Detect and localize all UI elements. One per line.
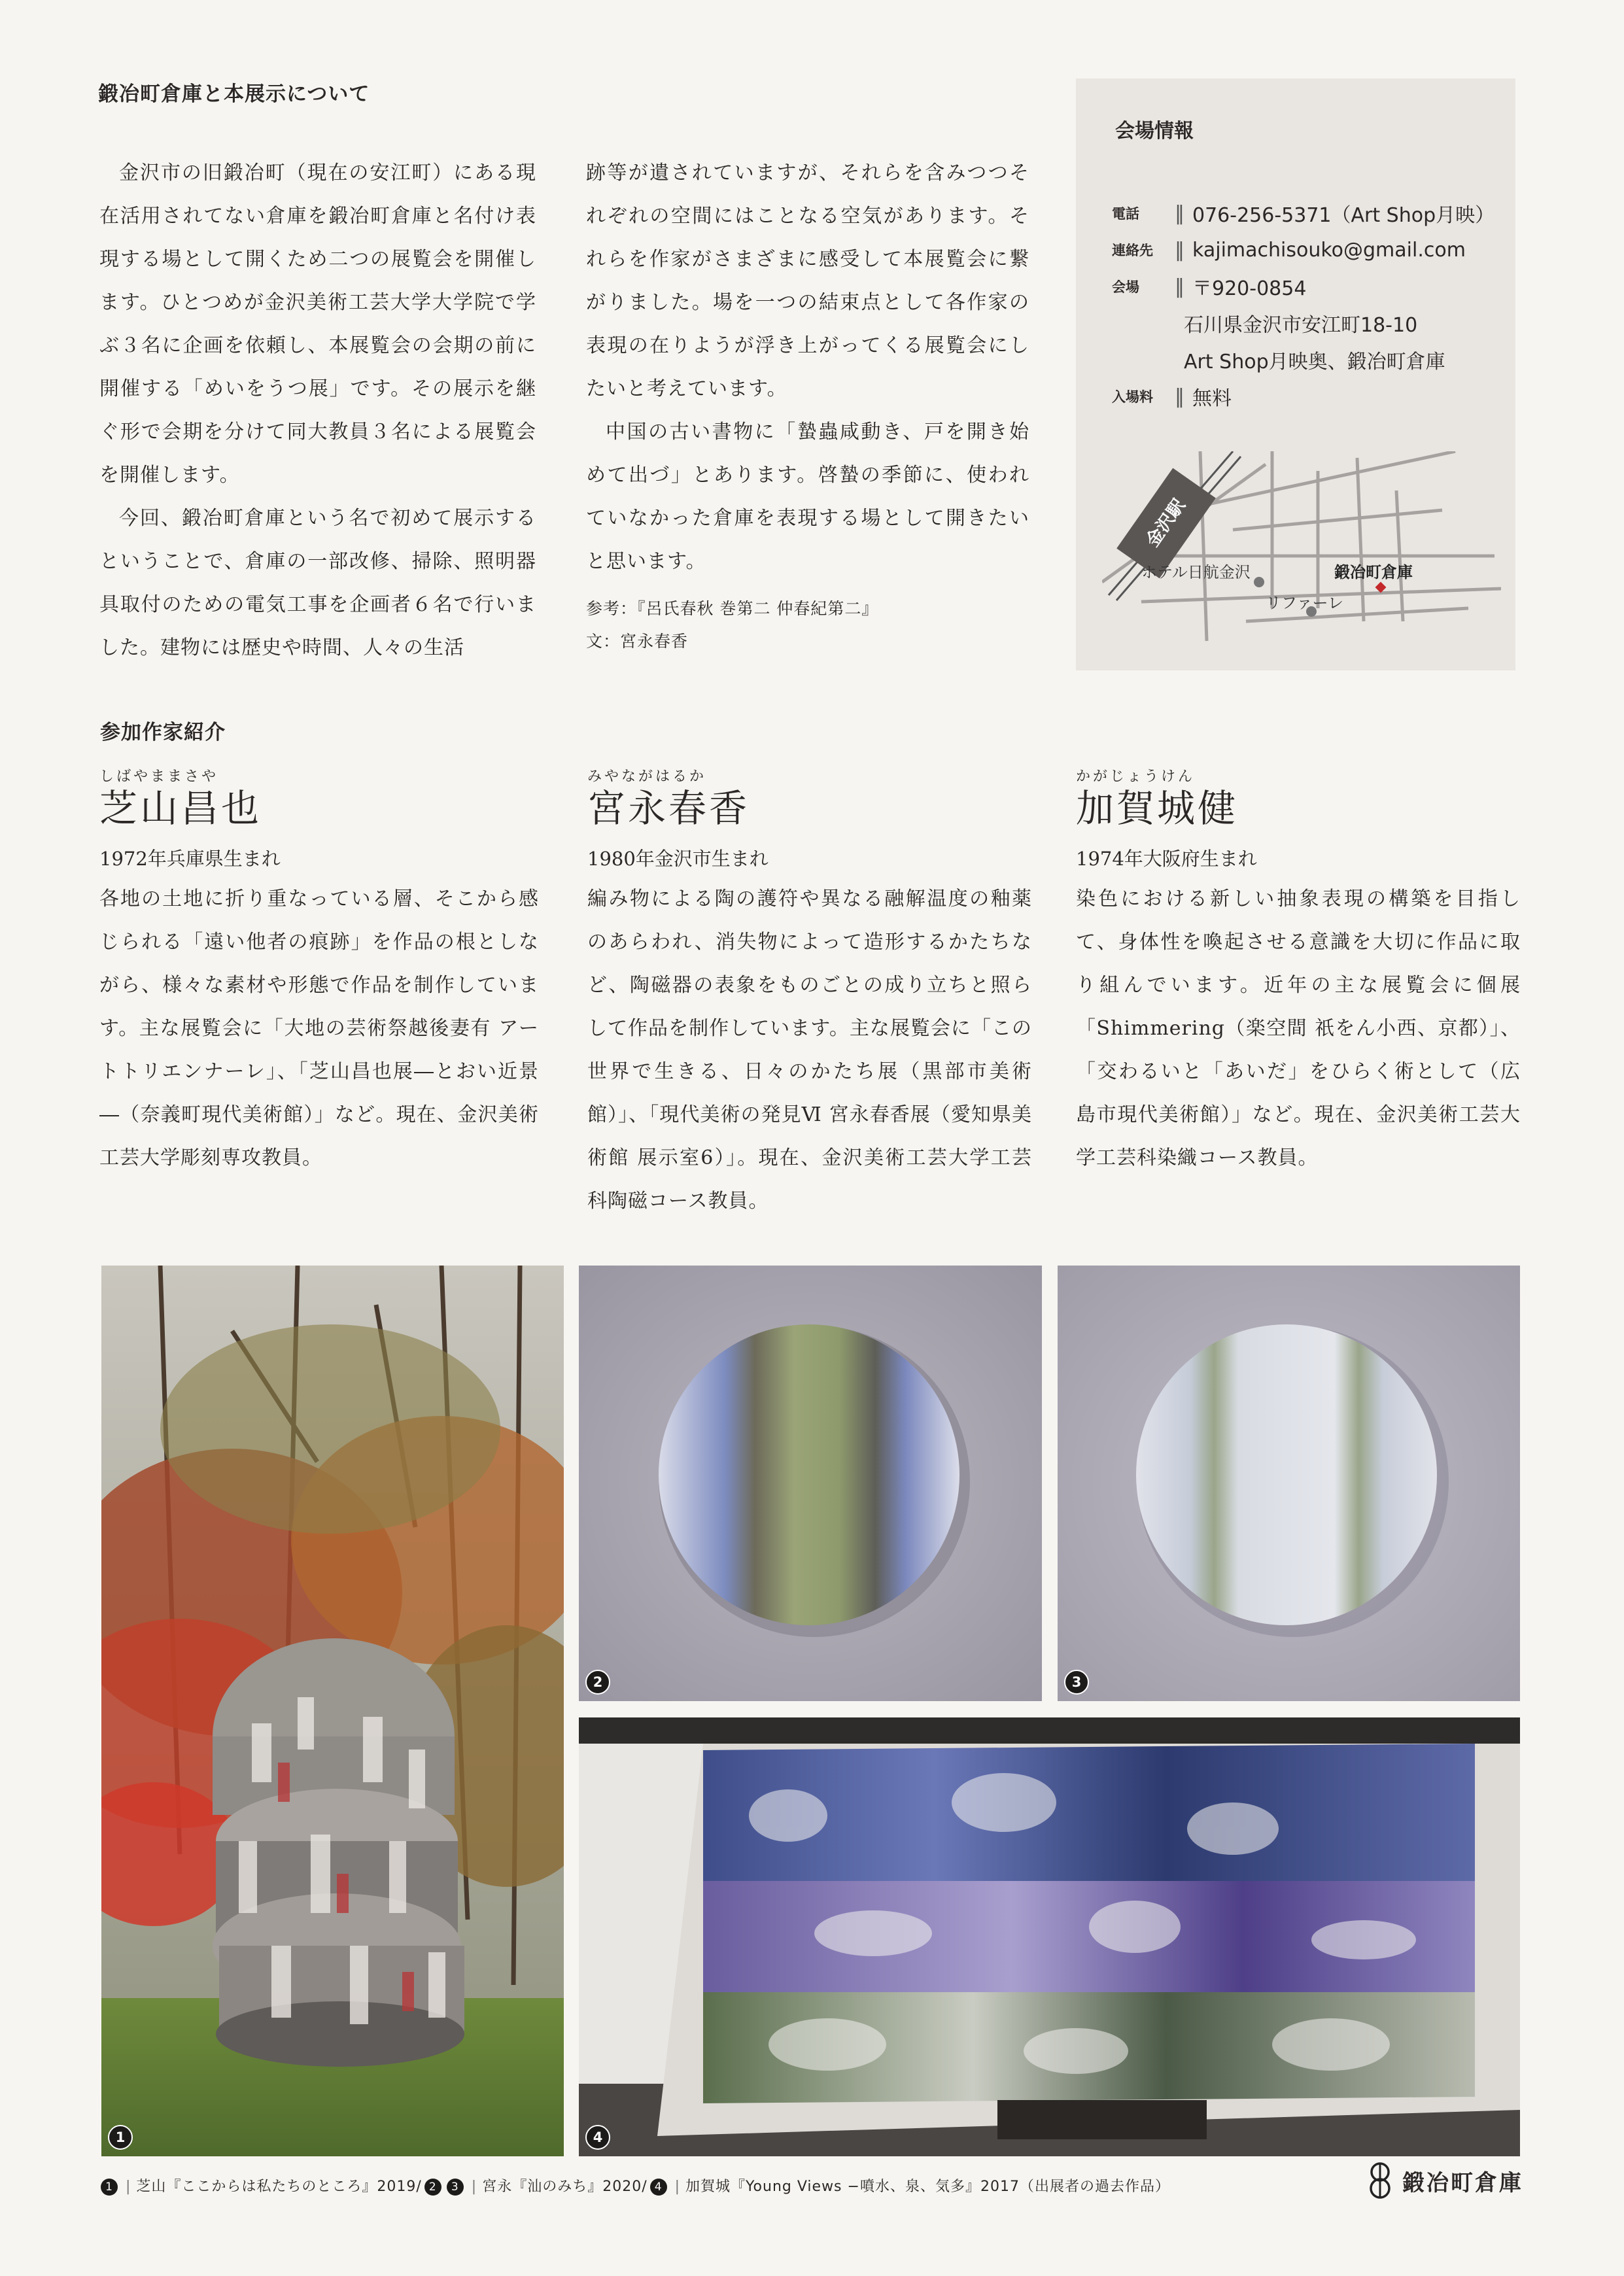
caption-number-badge: 3 [447,2179,464,2196]
logo-mark-icon [1367,2162,1393,2199]
artist-name: 宮永春香 [587,786,750,831]
photo-sculpture[interactable] [101,1266,564,2156]
artist-birth: 1974年大阪府生まれ [1076,848,1257,870]
about-paragraph: 跡等が遺されていますが、それらを含みつつそれぞれの空間にはことなる空気があります。それらを作家がさまざまに感受して本展覧会に繋がりました。場を一つの結束点として各作家の表現の在りようが浮き上がってくる展覧会にしたいと考えています。 [586,162,1029,400]
caption-kagajo: 加賀城『Young Views −噴水、泉、気多』2017（出展者の過去作品） [685,2179,1170,2195]
artist-name: 芝山昌也 [99,786,262,831]
map-graphic [1102,451,1501,657]
photo-number-badge: 3 [1064,1670,1089,1695]
hotel-label: ホテル日航金沢 [1141,563,1251,581]
artist-bio: 各地の土地に折り重なっている層、そこから感じられる「遠い他者の痕跡」を作品の根としながら、様々な素材や形態で作品を制作しています。主な展覧会に「大地の芸術祭越後妻有 アートトリエンナーレ」、「芝山昌也展―とおい近景―（奈義町現代美術館）」など。現在、金沢美術工芸大学彫刻専攻教員。 [99,888,539,1169]
about-column-2 [586,152,1029,658]
caption-number-badge: 4 [650,2179,667,2196]
artist-name: 加賀城健 [1076,786,1239,831]
postal-code: 〒920-0854 [1192,277,1307,300]
fee-label: 入場料 [1112,389,1153,405]
about-paragraph: 中国の古い書物に「蟄蟲咸動き、戸を開き始めて出づ」とあります。啓蟄の季節に、使われていなかった倉庫を表現する場として開きたいと思います。 [586,421,1029,573]
photo-caption: 1 | 芝山『ここからは私たちのところ』2019/ 2 3 | 宮永『汕のみち』2020/ 4 | 加賀城『Young Views −噴水、泉、気多』2017（出展者の過去作品） [98,2175,1170,2196]
venue-place-row: 会場 ‖ 〒920-0854 [1112,268,1504,305]
venue-address-line2: Art Shop月映奥、鍛冶町倉庫 [1184,351,1445,373]
caption-number-badge: 1 [101,2179,118,2196]
artist-miyanaga [587,765,1032,1223]
photo-number-badge: 1 [108,2125,133,2150]
photo-textile-installation[interactable] [579,1717,1520,2156]
venue-phone-row: 電話 ‖ 076-256-5371（Art Shop月映） [1112,195,1504,232]
contact-email[interactable]: kajimachisouko@gmail.com [1192,238,1466,262]
about-paragraph: 今回、鍛冶町倉庫という名で初めて展示するということで、倉庫の一部改修、掃除、照明器具取付のための電気工事を企画者６名で行いました。建物には歴史や時間、人々の生活 [99,507,536,659]
about-reference: 参考：『呂氏春秋 巻第二 仲春紀第二』 [586,599,879,618]
about-author: 文：宮永春香 [586,632,689,651]
artist-ruby: みやながはるか [587,768,707,785]
station-label: 金沢駅 [1142,495,1190,551]
venue-contact-row: 連絡先 ‖ kajimachisouko@gmail.com [1112,238,1466,262]
venue-title: 会場情報 [1115,120,1194,143]
venue-map-label: 鍛冶町倉庫 [1334,563,1413,581]
about-title: 鍛冶町倉庫と本展示について [98,82,370,106]
photo-ceramic-disc-1-image [579,1266,1042,1701]
caption-number-badge: 2 [424,2179,441,2196]
photo-textile-installation-image [579,1717,1520,2156]
artist-bio: 染色における新しい抽象表現の構築を目指して、身体性を喚起させる意識を大切に作品に取り組んでいます。近年の主な展覧会に個展「Shimmering（楽空間 祇をん小西、京都）」、「交わるいと「あいだ」をひらく術として（広島市現代美術館）」など。現在、金沢美術工芸大学工芸科染織コース教員。 [1076,888,1521,1169]
phone-value[interactable]: 076-256-5371（Art Shop月映） [1192,204,1495,227]
artists-title: 参加作家紹介 [100,721,226,744]
artist-shibayama [99,765,539,1180]
artist-birth: 1980年金沢市生まれ [587,848,769,870]
photo-number-badge: 2 [585,1670,610,1695]
artist-birth: 1972年兵庫県生まれ [99,848,281,870]
venue-info-box [1076,78,1515,670]
artist-kagajo [1076,765,1521,1180]
venue-fee-row: 入場料 ‖ 無料 [1112,378,1504,415]
artist-ruby: しばやままさや [99,768,219,785]
venue-address-line1: 石川県金沢市安江町18-10 [1184,314,1418,337]
photo-ceramic-disc-1[interactable] [579,1266,1042,1701]
lifare-label: リファーレ [1266,594,1344,612]
venue-map[interactable] [1102,451,1501,657]
contact-label: 連絡先 [1112,243,1153,258]
about-paragraph: 金沢市の旧鍛冶町（現在の安江町）にある現在活用されてない倉庫を鍛冶町倉庫と名付け表現する場として開くため二つの展覧会を開催します。ひとつめが金沢美術工芸大学大学院で学ぶ３名に企画を依頼し、本展覧会の会期の前に開催する「めいをうつ展」です。その展示を継ぐ形で会期を分けて同大教員３名による展覧会を開催します。 [99,162,536,487]
phone-label: 電話 [1112,206,1139,222]
place-label: 会場 [1112,279,1139,295]
caption-shibayama: 芝山『ここからは私たちのところ』2019/ [136,2179,422,2195]
venue-details [1112,195,1504,415]
artist-bio: 編み物による陶の護符や異なる融解温度の釉薬のあらわれ、消失物によって造形するかたちなど、陶磁器の表象をものごとの成り立ちと照らして作品を制作しています。主な展覧会に「この世界で生きる、日々のかたち展（黒部市美術館）」、「現代美術の発見Ⅵ 宮永春香展（愛知県美術館 展示室6）」。現在、金沢美術工芸大学工芸科陶磁コース教員。 [587,888,1032,1213]
photo-sculpture-image [101,1266,564,2156]
photo-number-badge: 4 [585,2125,610,2150]
caption-miyanaga: 宮永『汕のみち』2020/ [482,2179,648,2195]
fee-value: 無料 [1192,387,1232,410]
logo-text: 鍛冶町倉庫 [1402,2169,1523,2196]
photo-ceramic-disc-2-image [1058,1266,1520,1701]
artist-ruby: かがじょうけん [1076,768,1196,785]
venue-marker-icon [1375,582,1387,593]
kajimachi-logo [1367,2162,1523,2199]
photo-ceramic-disc-2[interactable] [1058,1266,1520,1701]
about-column-1 [99,152,536,670]
